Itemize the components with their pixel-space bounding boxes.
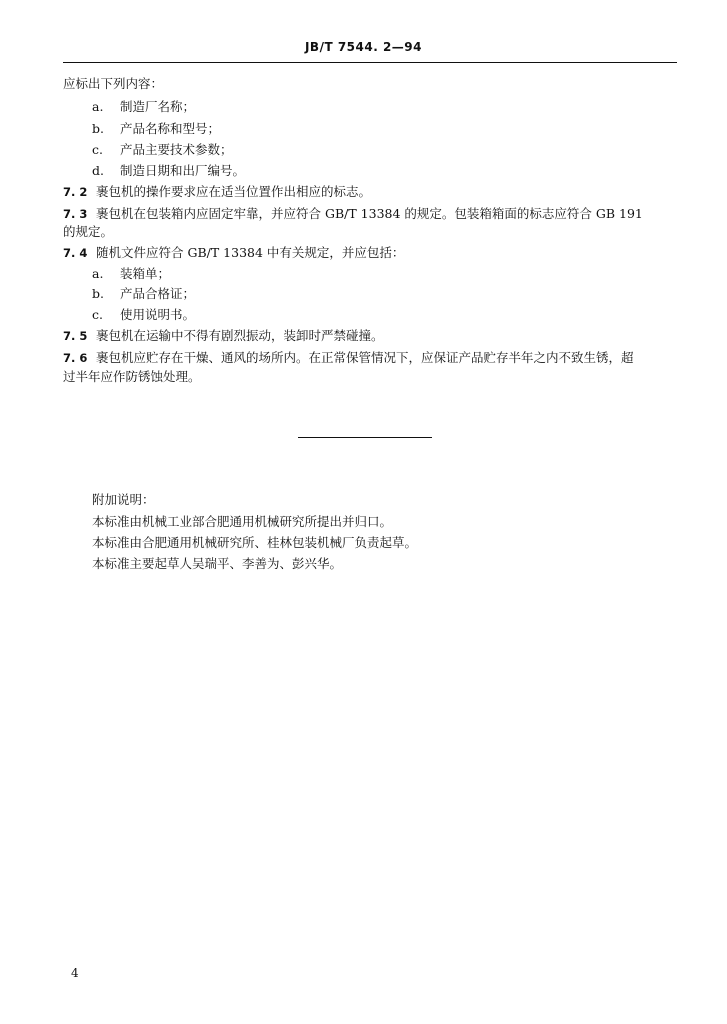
notes-title: 附加说明： xyxy=(92,492,155,507)
list-item-letter: c. xyxy=(92,142,103,157)
list-item xyxy=(92,286,706,302)
clause-number: 7. 3 xyxy=(63,207,88,221)
list-item xyxy=(92,121,706,137)
list-item xyxy=(92,99,706,115)
clause-text: 随机文件应符合 GB/T 13384 中有关规定，并应包括： xyxy=(96,245,405,260)
list-item-text: 产品合格证； xyxy=(120,286,196,301)
list-item xyxy=(92,163,706,179)
clause-7-5 xyxy=(63,328,677,344)
note-line: 本标准由机械工业部合肥通用机械研究所提出并归口。 xyxy=(92,514,393,529)
clause-text: 裹包机在包装箱内应固定牢靠，并应符合 GB/T 13384 的规定。包装箱箱面的标志应符合 GB 191 xyxy=(96,206,643,221)
clause-7-2 xyxy=(63,184,677,200)
list-item-letter: a. xyxy=(92,99,104,114)
clause-number: 7. 4 xyxy=(63,246,88,260)
list-item-letter: b. xyxy=(92,121,104,136)
clause-number: 7. 5 xyxy=(63,329,88,343)
list-item xyxy=(92,266,706,282)
clause-text: 裹包机的操作要求应在适当位置作出相应的标志。 xyxy=(96,184,372,199)
list-item xyxy=(92,307,706,323)
standard-code-header: JB/T 7544. 2—94 xyxy=(304,40,423,54)
list-item-text: 使用说明书。 xyxy=(120,307,196,322)
list-item-letter: b. xyxy=(92,286,104,301)
list-item-letter: d. xyxy=(92,163,104,178)
intro-text: 应标出下列内容： xyxy=(63,76,164,91)
clause-number: 7. 6 xyxy=(63,351,88,365)
clause-7-6-continuation: 过半年应作防锈蚀处理。 xyxy=(63,369,201,384)
clause-7-4 xyxy=(63,245,677,261)
clause-text: 裹包机在运输中不得有剧烈振动，装卸时严禁碰撞。 xyxy=(96,328,384,343)
list-item xyxy=(92,142,706,158)
end-of-text-rule xyxy=(298,437,432,438)
list-item-letter: c. xyxy=(92,307,103,322)
page-number: 4 xyxy=(71,966,79,980)
clause-7-6 xyxy=(63,350,677,366)
list-item-text: 制造厂名称； xyxy=(120,99,196,114)
note-line: 本标准由合肥通用机械研究所、桂林包装机械厂负责起草。 xyxy=(92,535,418,550)
clause-7-3 xyxy=(63,206,677,222)
header-rule xyxy=(63,62,677,63)
list-item-text: 产品名称和型号； xyxy=(120,121,221,136)
list-item-text: 产品主要技术参数； xyxy=(120,142,233,157)
clause-number: 7. 2 xyxy=(63,185,88,199)
list-item-text: 装箱单； xyxy=(120,266,171,281)
clause-7-3-continuation: 的规定。 xyxy=(63,224,114,239)
clause-text: 裹包机应贮存在干燥、通风的场所内。在正常保管情况下，应保证产品贮存半年之内不致生锈，超 xyxy=(96,350,634,365)
list-item-letter: a. xyxy=(92,266,104,281)
list-item-text: 制造日期和出厂编号。 xyxy=(120,163,246,178)
note-line: 本标准主要起草人吴瑞平、李善为、彭兴华。 xyxy=(92,556,343,571)
